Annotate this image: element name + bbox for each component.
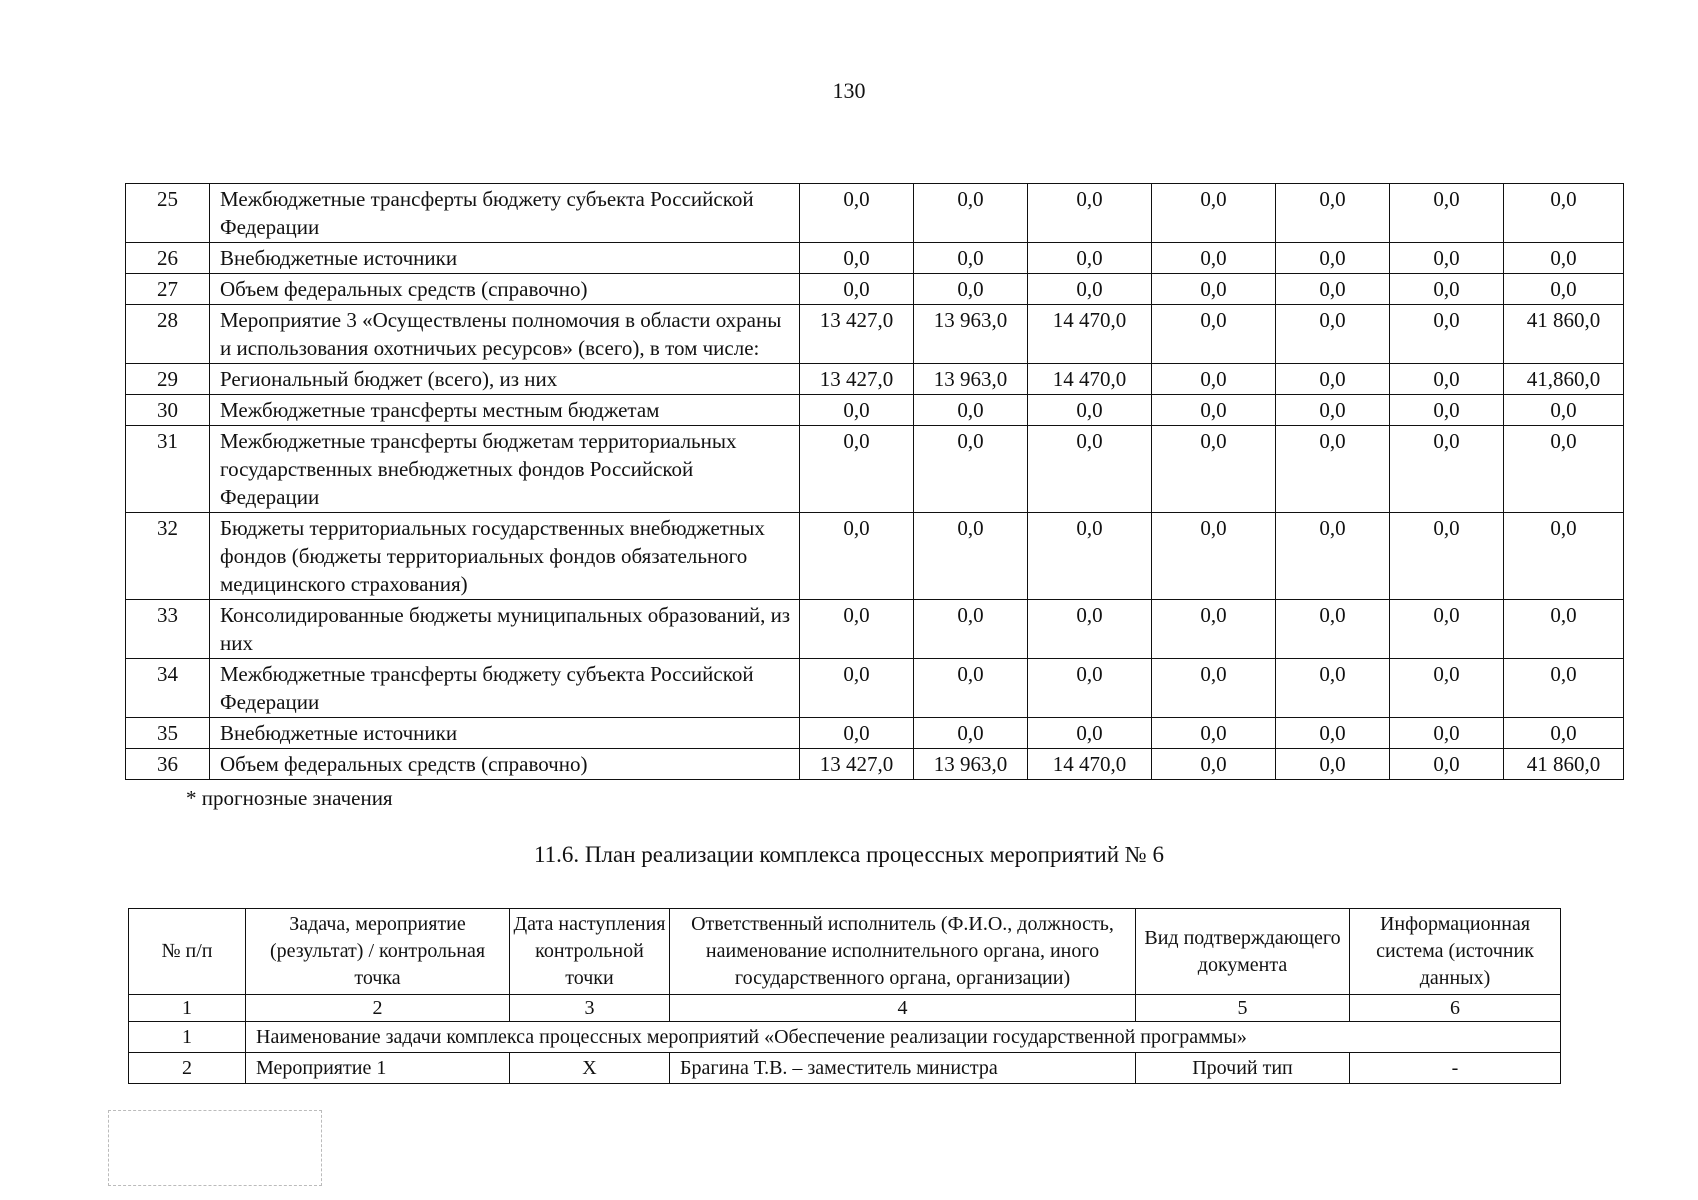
- finance-value: 0,0: [1276, 513, 1390, 600]
- finance-value: 0,0: [1276, 274, 1390, 305]
- finance-row-name: Межбюджетные трансферты бюджету субъекта Российской Федерации: [210, 184, 800, 243]
- finance-value: 13 427,0: [800, 305, 914, 364]
- finance-value: 0,0: [800, 395, 914, 426]
- finance-row-name: Межбюджетные трансферты местным бюджетам: [210, 395, 800, 426]
- finance-value: 0,0: [1390, 718, 1504, 749]
- finance-row: [126, 718, 1624, 749]
- finance-value: 0,0: [1390, 426, 1504, 513]
- finance-row: [126, 659, 1624, 718]
- finance-row-name: Бюджеты территориальных государственных внебюджетных фондов (бюджеты территориальных фондов обязательного медицинского страхования): [210, 513, 800, 600]
- finance-value: 0,0: [914, 395, 1028, 426]
- finance-value: 41 860,0: [1504, 749, 1624, 780]
- finance-value: 0,0: [1390, 305, 1504, 364]
- finance-row: [126, 426, 1624, 513]
- header-doc-type: Вид подтверждающего документа: [1136, 909, 1350, 995]
- finance-value: 0,0: [914, 243, 1028, 274]
- finance-value: 0,0: [914, 513, 1028, 600]
- finance-table: [125, 183, 1624, 780]
- finance-value: 0,0: [1390, 184, 1504, 243]
- finance-value: 0,0: [1390, 513, 1504, 600]
- finance-row-number: 32: [126, 513, 210, 600]
- finance-row-name: Объем федеральных средств (справочно): [210, 749, 800, 780]
- finance-value: 0,0: [800, 513, 914, 600]
- finance-row-number: 36: [126, 749, 210, 780]
- finance-value: 0,0: [1390, 274, 1504, 305]
- finance-value: 0,0: [1028, 184, 1152, 243]
- finance-row: [126, 274, 1624, 305]
- plan-table: [128, 908, 1561, 1084]
- finance-value: 0,0: [1028, 659, 1152, 718]
- finance-value: 0,0: [1504, 600, 1624, 659]
- finance-value: 0,0: [914, 184, 1028, 243]
- finance-value: 0,0: [800, 718, 914, 749]
- finance-value: 0,0: [1276, 659, 1390, 718]
- finance-value: 0,0: [1152, 426, 1276, 513]
- header-number: № п/п: [129, 909, 246, 995]
- finance-value: 0,0: [1504, 513, 1624, 600]
- finance-value: 0,0: [1276, 395, 1390, 426]
- plan-row-number: 2: [129, 1053, 246, 1084]
- finance-row-name: Межбюджетные трансферты бюджетам территориальных государственных внебюджетных фондов Российской Федерации: [210, 426, 800, 513]
- finance-row: [126, 243, 1624, 274]
- finance-value: 0,0: [1276, 749, 1390, 780]
- finance-value: 0,0: [1276, 305, 1390, 364]
- finance-row: [126, 364, 1624, 395]
- finance-value: 0,0: [1276, 600, 1390, 659]
- finance-value: 0,0: [800, 659, 914, 718]
- finance-value: 0,0: [1504, 395, 1624, 426]
- plan-row-doc-type: Прочий тип: [1136, 1053, 1350, 1084]
- finance-row: [126, 513, 1624, 600]
- finance-value: 13 427,0: [800, 364, 914, 395]
- finance-value: 0,0: [1152, 274, 1276, 305]
- finance-value: 0,0: [1152, 305, 1276, 364]
- forecast-note: * прогнозные значения: [186, 786, 393, 810]
- column-number: 3: [510, 995, 670, 1022]
- finance-row-number: 28: [126, 305, 210, 364]
- finance-value: 0,0: [1504, 718, 1624, 749]
- finance-value: 0,0: [1152, 364, 1276, 395]
- plan-row-task: Мероприятие 1: [246, 1053, 510, 1084]
- finance-value: 13 963,0: [914, 749, 1028, 780]
- finance-value: 14 470,0: [1028, 305, 1152, 364]
- finance-row-name: Региональный бюджет (всего), из них: [210, 364, 800, 395]
- finance-value: 13 427,0: [800, 749, 914, 780]
- finance-row-name: Объем федеральных средств (справочно): [210, 274, 800, 305]
- finance-value: 0,0: [1504, 274, 1624, 305]
- finance-value: 13 963,0: [914, 305, 1028, 364]
- finance-row-number: 34: [126, 659, 210, 718]
- header-task: Задача, мероприятие (результат) / контрольная точка: [246, 909, 510, 995]
- task-row: [129, 1022, 1561, 1053]
- finance-value: 0,0: [1152, 749, 1276, 780]
- column-number: 6: [1350, 995, 1561, 1022]
- finance-row-name: Мероприятие 3 «Осуществлены полномочия в области охраны и использования охотничьих ресурсов» (всего), в том числе:: [210, 305, 800, 364]
- section-title: 11.6. План реализации комплекса процессных мероприятий № 6: [534, 842, 1164, 867]
- column-numbers-row: [129, 995, 1561, 1022]
- column-number: 2: [246, 995, 510, 1022]
- finance-value: 0,0: [1276, 718, 1390, 749]
- finance-value: 0,0: [800, 274, 914, 305]
- finance-value: 0,0: [1276, 243, 1390, 274]
- finance-row-name: Внебюджетные источники: [210, 243, 800, 274]
- finance-value: 0,0: [914, 274, 1028, 305]
- header-executor: Ответственный исполнитель (Ф.И.О., должность, наименование исполнительного органа, иного государственного органа, организации): [670, 909, 1136, 995]
- finance-row: [126, 600, 1624, 659]
- finance-row-number: 29: [126, 364, 210, 395]
- task-row-number: 1: [129, 1022, 246, 1053]
- finance-value: 0,0: [1390, 749, 1504, 780]
- finance-row: [126, 395, 1624, 426]
- header-info-system: Информационная система (источник данных): [1350, 909, 1561, 995]
- finance-value: 0,0: [1504, 184, 1624, 243]
- finance-value: 13 963,0: [914, 364, 1028, 395]
- plan-header-row: [129, 909, 1561, 995]
- finance-value: 0,0: [1276, 426, 1390, 513]
- finance-value: 0,0: [1276, 364, 1390, 395]
- finance-value: 0,0: [1390, 659, 1504, 718]
- finance-row-number: 26: [126, 243, 210, 274]
- finance-value: 0,0: [1152, 718, 1276, 749]
- finance-row-number: 31: [126, 426, 210, 513]
- finance-value: 0,0: [800, 243, 914, 274]
- finance-value: 0,0: [914, 426, 1028, 513]
- finance-value: 0,0: [1028, 600, 1152, 659]
- finance-row-name: Внебюджетные источники: [210, 718, 800, 749]
- finance-value: 0,0: [1152, 243, 1276, 274]
- finance-value: 0,0: [1152, 395, 1276, 426]
- column-number: 1: [129, 995, 246, 1022]
- plan-row-date: X: [510, 1053, 670, 1084]
- finance-row: [126, 749, 1624, 780]
- finance-row-name: Межбюджетные трансферты бюджету субъекта Российской Федерации: [210, 659, 800, 718]
- finance-row-number: 27: [126, 274, 210, 305]
- finance-value: 0,0: [1028, 513, 1152, 600]
- header-date: Дата наступления контрольной точки: [510, 909, 670, 995]
- finance-value: 0,0: [1028, 243, 1152, 274]
- finance-row-number: 33: [126, 600, 210, 659]
- finance-value: 0,0: [800, 426, 914, 513]
- finance-value: 0,0: [914, 718, 1028, 749]
- finance-value: 0,0: [1028, 274, 1152, 305]
- finance-value: 41,860,0: [1504, 364, 1624, 395]
- finance-row: [126, 305, 1624, 364]
- finance-value: 0,0: [1390, 395, 1504, 426]
- finance-value: 0,0: [914, 659, 1028, 718]
- finance-value: 0,0: [1276, 184, 1390, 243]
- finance-value: 0,0: [1152, 659, 1276, 718]
- column-number: 5: [1136, 995, 1350, 1022]
- finance-row-number: 25: [126, 184, 210, 243]
- finance-value: 0,0: [1152, 600, 1276, 659]
- finance-value: 14 470,0: [1028, 364, 1152, 395]
- finance-row-number: 30: [126, 395, 210, 426]
- plan-row: [129, 1053, 1561, 1084]
- finance-value: 0,0: [800, 184, 914, 243]
- finance-value: 0,0: [1504, 426, 1624, 513]
- page-number: 130: [832, 78, 866, 103]
- finance-value: 0,0: [800, 600, 914, 659]
- column-number: 4: [670, 995, 1136, 1022]
- finance-value: 41 860,0: [1504, 305, 1624, 364]
- finance-value: 0,0: [1390, 364, 1504, 395]
- task-row-text: Наименование задачи комплекса процессных мероприятий «Обеспечение реализации государственной программы»: [246, 1022, 1561, 1053]
- faded-stamp: [108, 1110, 322, 1186]
- finance-value: 0,0: [1028, 426, 1152, 513]
- finance-value: 0,0: [1504, 659, 1624, 718]
- finance-value: 0,0: [1152, 184, 1276, 243]
- plan-row-info-system: -: [1350, 1053, 1561, 1084]
- finance-row-name: Консолидированные бюджеты муниципальных образований, из них: [210, 600, 800, 659]
- finance-value: 0,0: [1390, 600, 1504, 659]
- finance-row: [126, 184, 1624, 243]
- plan-row-executor: Брагина Т.В. – заместитель министра: [670, 1053, 1136, 1084]
- finance-value: 14 470,0: [1028, 749, 1152, 780]
- finance-row-number: 35: [126, 718, 210, 749]
- finance-value: 0,0: [1028, 718, 1152, 749]
- finance-value: 0,0: [914, 600, 1028, 659]
- finance-value: 0,0: [1390, 243, 1504, 274]
- finance-value: 0,0: [1152, 513, 1276, 600]
- finance-value: 0,0: [1504, 243, 1624, 274]
- finance-value: 0,0: [1028, 395, 1152, 426]
